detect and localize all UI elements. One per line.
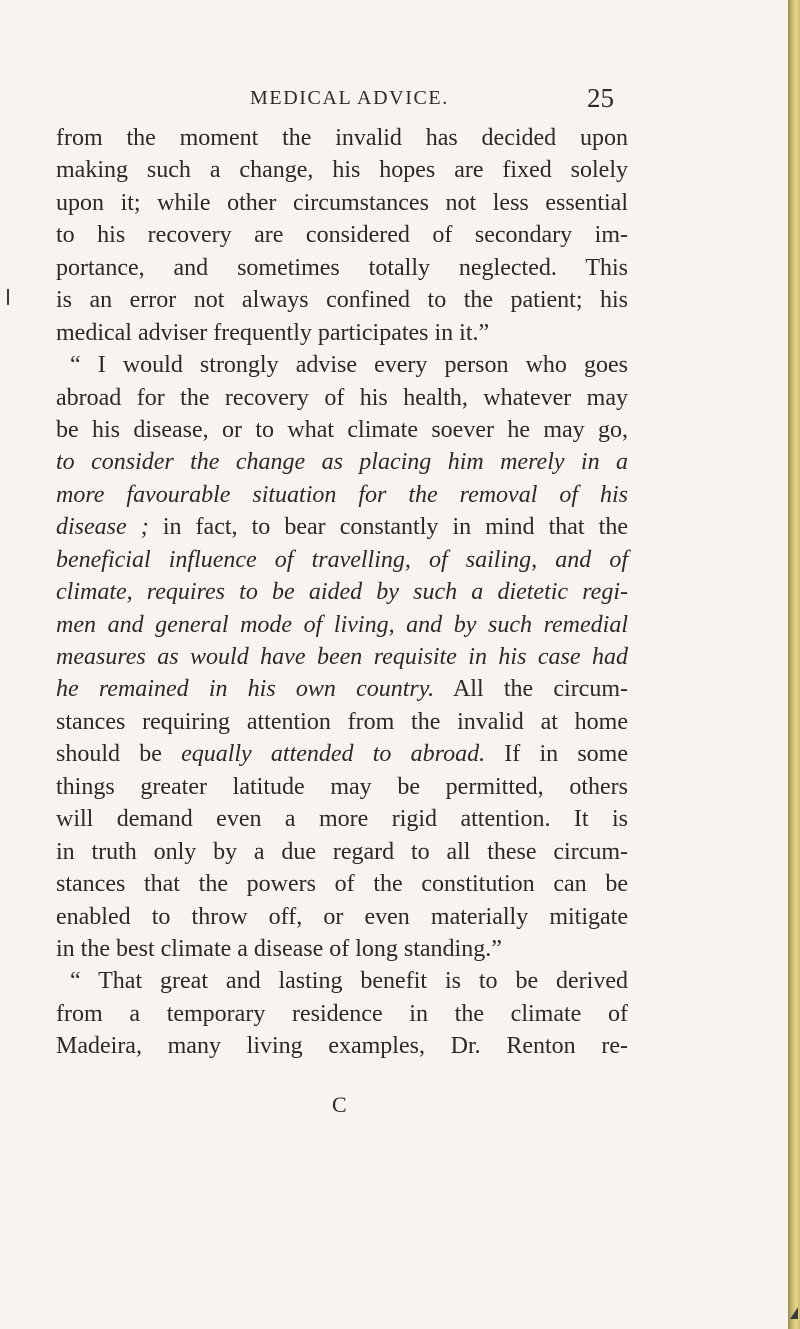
text-run: in fact, to bear constantly in mind that the: [148, 514, 628, 541]
text-line: [56, 609, 628, 641]
text-line: [56, 933, 628, 965]
text-line: [56, 154, 628, 186]
text-run: be his disease, or to what climate soever he may go,: [56, 416, 628, 443]
text-run: medical adviser frequently participates in it.”: [56, 319, 490, 346]
text-run: from a temporary residence in the climate of: [56, 1000, 628, 1027]
text-line: [56, 479, 628, 511]
text-run: Madeira, many living examples, Dr. Renton re-: [56, 1033, 628, 1060]
italic-run: disease ;: [56, 514, 149, 541]
page-number: 25: [587, 83, 614, 113]
italic-run: beneficial influence of travelling, of sailing, and of: [56, 546, 628, 573]
text-line: [56, 998, 628, 1030]
text-line: [56, 252, 628, 284]
running-head: MEDICAL ADVICE.: [250, 87, 449, 109]
text-run: upon it; while other circumstances not less essential: [56, 189, 628, 216]
text-line: [56, 317, 628, 349]
italic-run: climate, requires to be aided by such a dietetic regi-: [56, 579, 628, 606]
text-run: in the best climate a disease of long standing.”: [56, 935, 502, 962]
signature-mark: C: [332, 1092, 347, 1117]
text-line: [56, 641, 628, 673]
margin-mark: [7, 289, 9, 305]
text-run: enabled to throw off, or even materially mitigate: [56, 903, 628, 930]
text-line: [56, 544, 628, 576]
text-line: [56, 511, 628, 543]
italic-run: to consider the change as placing him merely in a: [56, 449, 628, 476]
text-run: portance, and sometimes totally neglected. This: [56, 254, 628, 281]
text-line: [56, 284, 628, 316]
text-line: [56, 836, 628, 868]
text-run: abroad for the recovery of his health, whatever may: [56, 384, 628, 411]
text-run: stances that the powers of the constitution can be: [56, 871, 628, 898]
text-line: [56, 803, 628, 835]
text-run: “ That great and lasting benefit is to be derived: [70, 968, 628, 995]
page-edge: [788, 0, 800, 1329]
body-text: [56, 122, 628, 1063]
text-line: [56, 414, 628, 446]
text-line: [56, 122, 628, 154]
italic-run: he remained in his own country.: [56, 676, 435, 703]
italic-run: equally attended to abroad.: [181, 741, 486, 768]
text-line: [56, 446, 628, 478]
text-run: from the moment the invalid has decided upon: [56, 125, 628, 151]
text-line: [56, 349, 628, 381]
corner-mark: [790, 1307, 798, 1319]
text-run: in truth only by a due regard to all these circum-: [56, 838, 628, 865]
text-run: stances requiring attention from the invalid at home: [56, 708, 628, 735]
page-header: [0, 85, 788, 115]
text-run: things greater latitude may be permitted, others: [56, 773, 628, 800]
text-line: [56, 965, 628, 997]
text-line: [56, 382, 628, 414]
italic-run: men and general mode of living, and by such remedial: [56, 611, 628, 638]
text-line: [56, 771, 628, 803]
text-run: making such a change, his hopes are fixed solely: [56, 157, 628, 184]
text-run: “ I would strongly advise every person who goes: [70, 352, 628, 379]
text-run: should be: [56, 741, 182, 768]
text-line: [56, 738, 628, 770]
text-line: [56, 1030, 628, 1062]
text-run: If in some: [485, 741, 628, 768]
text-run: will demand even a more rigid attention. It is: [56, 806, 628, 833]
text-line: [56, 219, 628, 251]
text-run: is an error not always confined to the patient; his: [56, 287, 628, 314]
italic-run: more favourable situation for the removal of his: [56, 481, 628, 508]
text-line: [56, 187, 628, 219]
text-run: All the circum-: [434, 676, 628, 703]
text-run: to his recovery are considered of secondary im-: [56, 222, 628, 249]
text-line: [56, 706, 628, 738]
text-line: [56, 673, 628, 705]
italic-run: measures as would have been requisite in his case had: [56, 644, 628, 670]
text-line: [56, 901, 628, 933]
text-line: [56, 868, 628, 900]
text-line: [56, 576, 628, 608]
